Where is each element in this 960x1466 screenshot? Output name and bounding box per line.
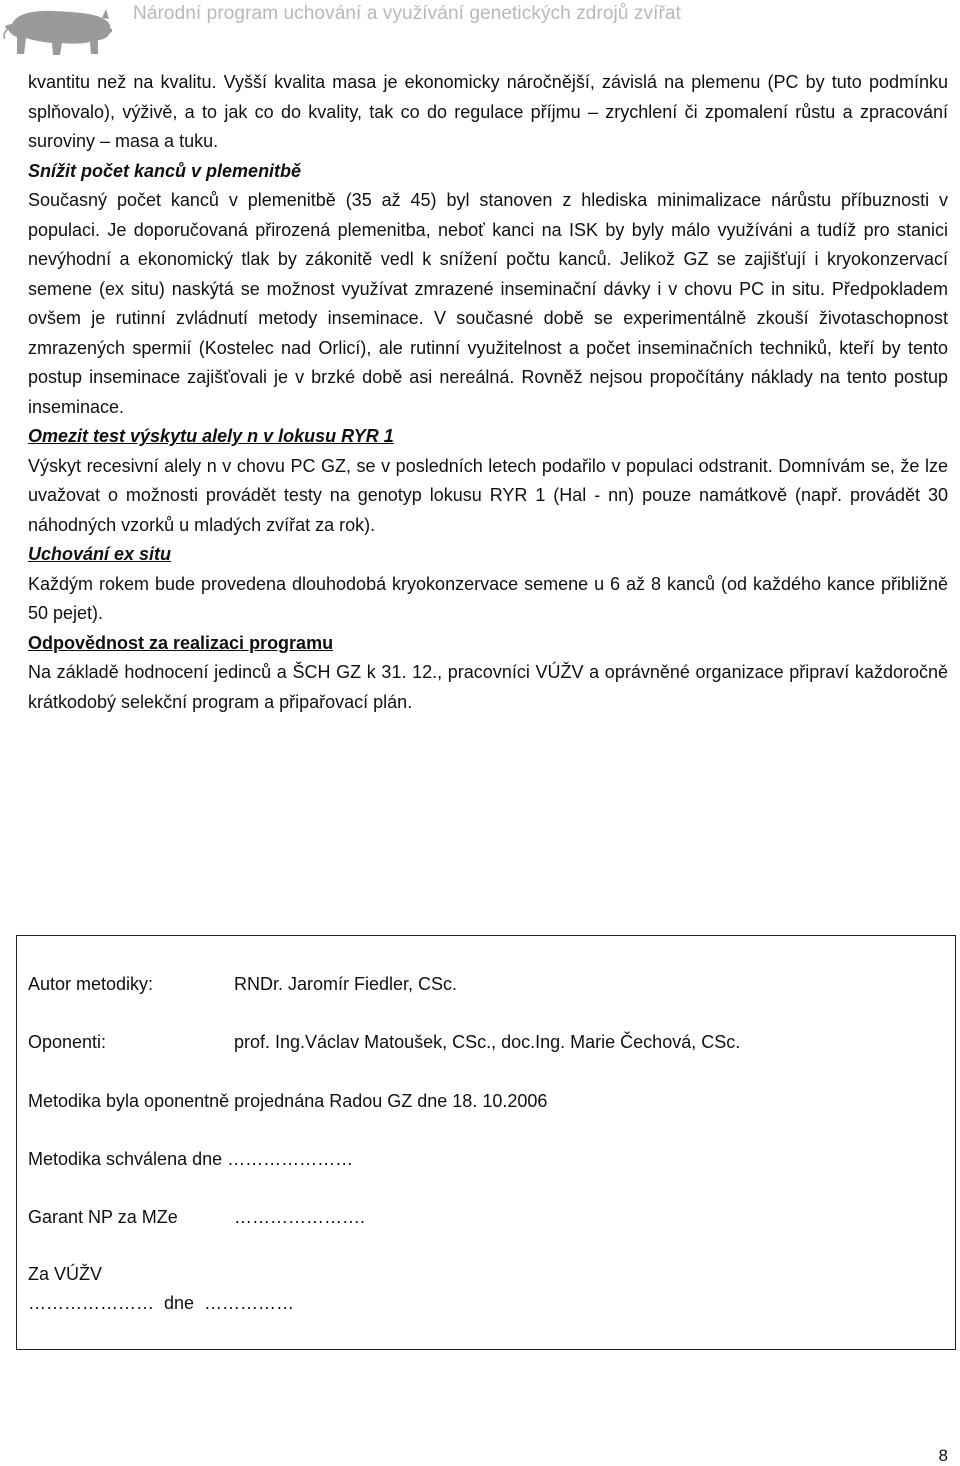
document-body xyxy=(28,68,948,717)
approved-text: Metodika schválena dne ………………… xyxy=(28,1149,354,1169)
heading-odpovednost: Odpovědnost za realizaci programu xyxy=(28,632,334,653)
author-value: RNDr. Jaromír Fiedler, CSc. xyxy=(234,974,458,994)
author-label: Autor metodiky: xyxy=(28,974,154,994)
guarantor-value: …………………. xyxy=(234,1207,366,1227)
signature-box xyxy=(16,935,956,1350)
paragraph-omezit-test-ryr1: Výskyt recesivní alely n v chovu PC GZ, se v posledních letech podařilo v populaci odstranit. Domnívám se, že lze uvažovat o možnosti provádět testy na genotyp lokusu RYR 1 (Hal - nn) pouze namátkově (např. provádět 30 náhodných vzorků u mladých zvířat za rok). xyxy=(28,455,948,535)
guarantor-row xyxy=(28,1207,365,1228)
pig-silhouette-icon xyxy=(2,2,114,58)
paragraph-odpovednost: Na základě hodnocení jedinců a ŠCH GZ k 31. 12., pracovníci VÚŽV a oprávněné organizace připraví každoročně krátkodobý selekční program a připařovací plán. xyxy=(28,662,948,712)
opponents-row xyxy=(28,1032,740,1053)
heading-omezit-test-ryr1: Omezit test výskytu alely n v lokusu RYR 1 xyxy=(28,426,394,446)
discussed-text: Metodika byla oponentně projednána Radou GZ dne 18. 10.2006 xyxy=(28,1091,548,1111)
page-number: 8 xyxy=(938,1446,948,1465)
opponents-value: prof. Ing.Václav Matoušek, CSc., doc.Ing. Marie Čechová, CSc. xyxy=(234,1032,741,1052)
guarantor-label: Garant NP za MZe xyxy=(28,1207,178,1227)
page-header xyxy=(0,0,960,60)
author-row xyxy=(28,974,457,995)
opponents-label: Oponenti: xyxy=(28,1032,107,1052)
heading-snizit-pocet-kancu: Snížit počet kanců v plemenitbě xyxy=(28,160,302,181)
header-title: Národní program uchování a využívání genetických zdrojů zvířat xyxy=(133,3,681,24)
vuzv-signature-line: ………………… dne …………… xyxy=(28,1293,295,1313)
paragraph-snizit-pocet-kancu: Současný počet kanců v plemenitbě (35 až 45) byl stanoven z hlediska minimalizace nárůstu příbuznosti v populaci. Je doporučovaná přirozená plemenitba, neboť kanci na ISK by byly málo využíváni a tudíž pro stanici nevýhodní a ekonomický tlak by zákonitě vedl k snížení počtu kanců. Jelikož GZ se zajišťují i kryokonzervací semene (ex situ) naskýtá se možnost využívat zmrazené inseminační dávky i v chovu PC in situ. Předpokladem ovšem je rutinní zvládnutí metody inseminace. V současné době se experimentálně zkouší životaschopnost zmrazených spermií (Kostelec nad Orlicí), ale rutinní využitelnost a počet inseminačních techniků, kteří by tento postup inseminace zajišťovali je v brzké době asi nereálná. Rovněž nejsou propočítány náklady na tento postup inseminace. xyxy=(28,190,948,417)
vuzv-label: Za VÚŽV xyxy=(28,1264,103,1284)
paragraph-uchovani-ex-situ: Každým rokem bude provedena dlouhodobá kryokonzervace semene u 6 až 8 kanců (od každého kance přibližně 50 pejet). xyxy=(28,573,948,623)
paragraph-intro: kvantitu než na kvalitu. Vyšší kvalita masa je ekonomicky náročnější, závislá na plemenu (PC by tuto podmínku splňovalo), výživě, a to jak co do kvality, tak co do regulace příjmu – zrychlení či zpomalení růstu a zpracování suroviny – masa a tuku. xyxy=(28,72,948,151)
heading-uchovani-ex-situ: Uchování ex situ xyxy=(28,544,172,564)
